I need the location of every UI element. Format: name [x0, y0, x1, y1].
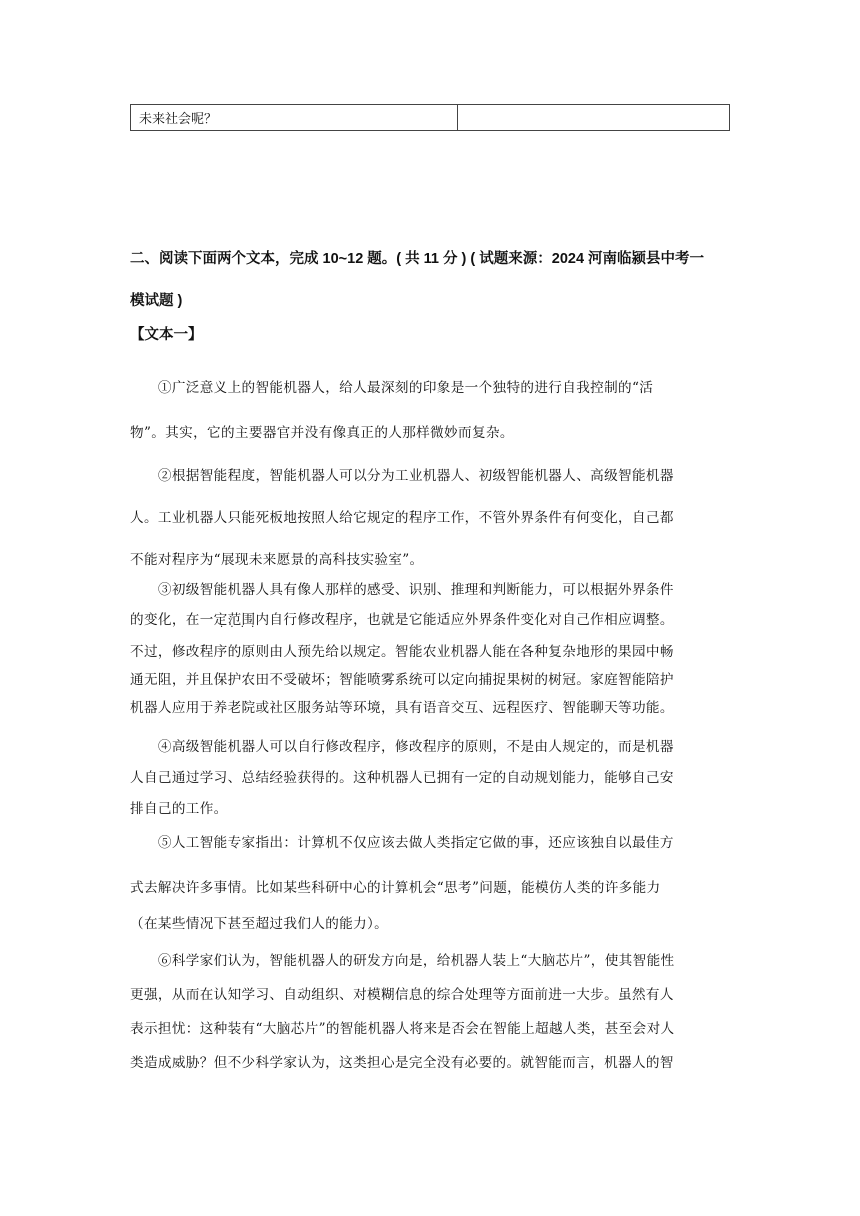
table-cell-answer [458, 105, 730, 131]
paragraph-line: （在某些情况下甚至超过我们人的能力）。 [130, 916, 389, 932]
paragraph-line: 式去解决许多事情。比如某些科研中心的计算机会“思考”问题，能模仿人类的许多能力 [130, 880, 661, 896]
paragraph-line: 排自己的工作。 [130, 801, 228, 817]
paragraph-line: 通无阻，并且保护农田不受破坏；智能喷雾系统可以定向捕捉果树的树冠。家庭智能陪护 [130, 672, 674, 688]
paragraph-line: 人自己通过学习、总结经验获得的。这种机器人已拥有一定的自动规划能力，能够自己安 [130, 770, 674, 786]
section-heading [130, 238, 740, 322]
section-heading-line2: 模试题 ) [130, 293, 183, 309]
paragraph-line: 不能对程序为“展现未来愿景的高科技实验室”。 [130, 552, 424, 568]
paragraph-line: ②根据智能程度，智能机器人可以分为工业机器人、初级智能机器人、高级智能机器 [130, 468, 674, 484]
paragraph-line: 表示担忧：这种装有“大脑芯片”的智能机器人将来是否会在智能上超越人类，甚至会对人 [130, 1021, 675, 1037]
paragraph-line: ⑤人工智能专家指出：计算机不仅应该去做人类指定它做的事，还应该独自以最佳方 [130, 835, 674, 851]
text-one-label: 【文本一】 [130, 327, 203, 343]
table-cell-question: 未来社会呢？ [131, 105, 458, 131]
paragraph-line: 类造成威胁？但不少科学家认为，这类担心是完全没有必要的。就智能而言，机器人的智 [130, 1055, 674, 1071]
paragraph-line: 更强，从而在认知学习、自动组织、对模糊信息的综合处理等方面前进一大步。虽然有人 [130, 987, 674, 1003]
paragraph-line: 不过，修改程序的原则由人预先给以规定。智能农业机器人能在各种复杂地形的果园中畅 [130, 644, 674, 660]
paragraph-line: 的变化，在一定范围内自行修改程序，也就是它能适应外界条件变化对自己作相应调整。 [130, 612, 674, 628]
paragraph-line: 物”。其实，它的主要器官并没有像真正的人那样微妙而复杂。 [130, 425, 514, 441]
section-heading-line1: 二、阅读下面两个文本，完成 10~12 题。( 共 11 分 ) ( 试题来源：2024 河南临颍县中考一 [130, 251, 705, 267]
paragraph-line: ⑥科学家们认为，智能机器人的研发方向是，给机器人装上“大脑芯片”，使其智能性 [130, 953, 675, 969]
emphasis-dots [216, 608, 276, 628]
paragraph-line: ④高级智能机器人可以自行修改程序，修改程序的原则，不是由人规定的，而是机器 [130, 739, 674, 755]
paragraph-line: ③初级智能机器人具有像人那样的感受、识别、推理和判断能力，可以根据外界条件 [130, 582, 674, 598]
paragraph-line: ①广泛意义上的智能机器人，给人最深刻的印象是一个独特的进行自我控制的“活 [130, 380, 654, 396]
paragraph-line: 人。工业机器人只能死板地按照人给它规定的程序工作，不管外界条件有何变化，自己都 [130, 510, 674, 526]
table-row [131, 105, 730, 131]
answer-table [130, 104, 730, 131]
paragraph-line: 机器人应用于养老院或社区服务站等环境，具有语音交互、远程医疗、智能聊天等功能。 [130, 700, 674, 716]
